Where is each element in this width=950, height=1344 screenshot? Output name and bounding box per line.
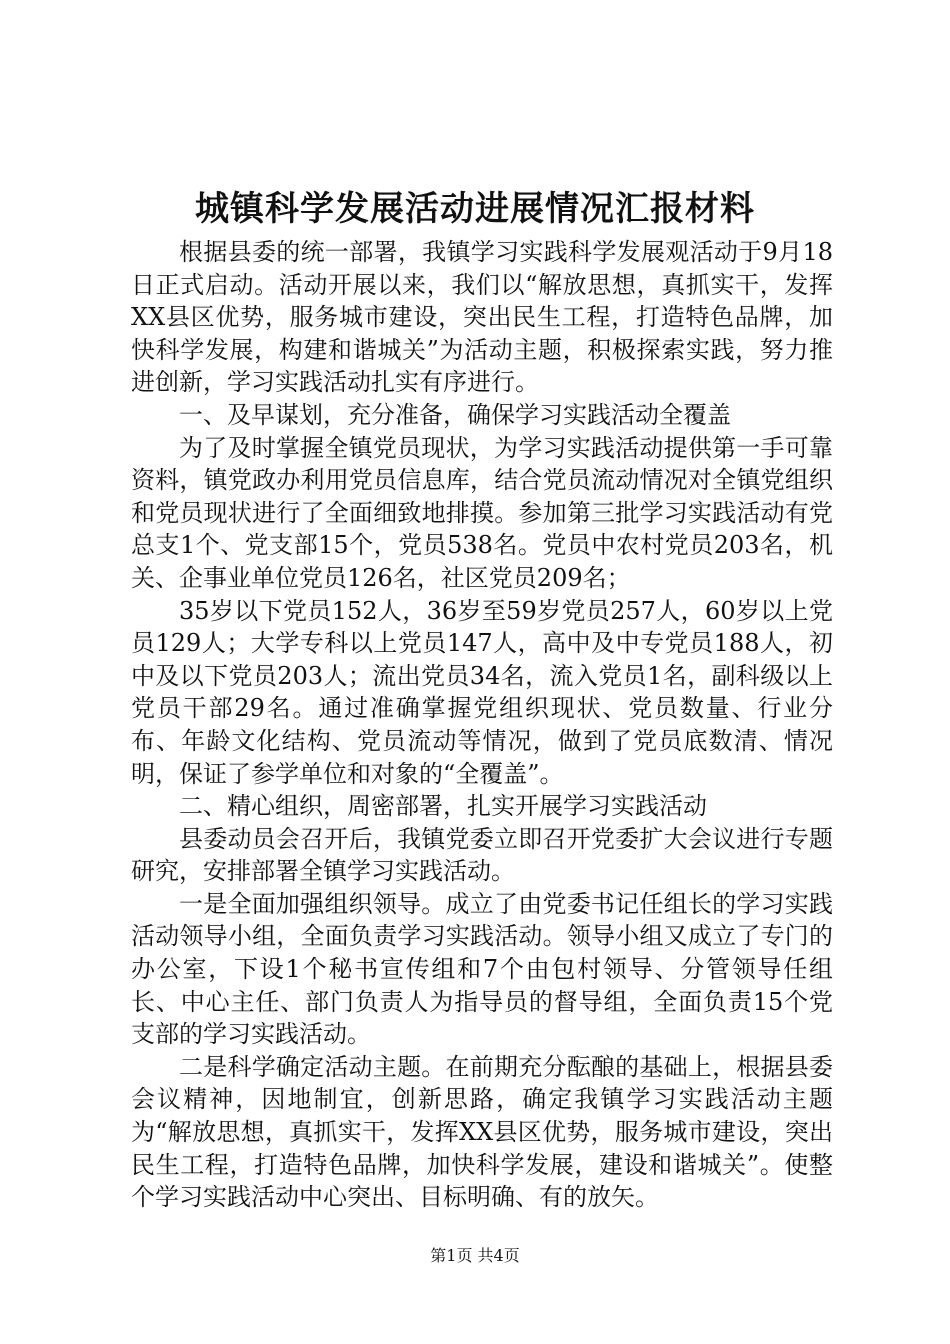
page-footer: 第1页 共4页 bbox=[430, 1246, 520, 1265]
paragraph: 35岁以下党员152人，36岁至59岁党员257人，60岁以上党员129人；大学专科以上党员147人，高中及中专党员188人，初中及以下党员203人；流出党员34名，流入党员1名，副科级以上党员干部29名。通过准确掌握党组织现状、党员数量、行业分布、年龄文化结构、党员流动等情况，做到了党员底数清、情况明，保证了参学单位和对象的“全覆盖”。 bbox=[131, 596, 833, 788]
paragraph: 一是全面加强组织领导。成立了由党委书记任组长的学习实践活动领导小组，全面负责学习实践活动。领导小组又成立了专门的办公室，下设1个秘书宣传组和7个由包村领导、分管领导任组长、中心主任、部门负责人为指导员的督导组，全面负责15个党支部的学习实践活动。 bbox=[131, 889, 833, 1049]
paragraph: 为了及时掌握全镇党员现状，为学习实践活动提供第一手可靠资料，镇党政办利用党员信息库，结合党员流动情况对全镇党组织和党员现状进行了全面细致地排摸。参加第三批学习实践活动有党总支1个、党支部15个，党员538名。党员中农村党员203名，机关、企事业单位党员126名，社区党员209名； bbox=[131, 433, 833, 592]
document-body bbox=[131, 236, 833, 1214]
section-heading-1: 一、及早谋划，充分准备，确保学习实践活动全覆盖 bbox=[179, 400, 731, 429]
paragraph-intro: 根据县委的统一部署，我镇学习实践科学发展观活动于9月18日正式启动。活动开展以来，我们以“解放思想，真抓实干，发挥XX县区优势，服务城市建设，突出民生工程，打造特色品牌，加快科学发展，构建和谐城关”为活动主题，积极探索实践，努力推进创新，学习实践活动扎实有序进行。 bbox=[131, 238, 833, 397]
paragraph: 二是科学确定活动主题。在前期充分酝酿的基础上，根据县委会议精神，因地制宜，创新思路，确定我镇学习实践活动主题为“解放思想，真抓实干，发挥XX县区优势，服务城市建设，突出民生工程，打造特色品牌，加快科学发展，建设和谐城关”。使整个学习实践活动中心突出、目标明确、有的放矢。 bbox=[131, 1052, 833, 1212]
document-title: 城镇科学发展活动进展情况汇报材料 bbox=[195, 189, 755, 229]
paragraph: 县委动员会召开后，我镇党委立即召开党委扩大会议进行专题研究，安排部署全镇学习实践活动。 bbox=[131, 824, 833, 886]
section-heading-2: 二、精心组织，周密部署，扎实开展学习实践活动 bbox=[179, 792, 707, 821]
